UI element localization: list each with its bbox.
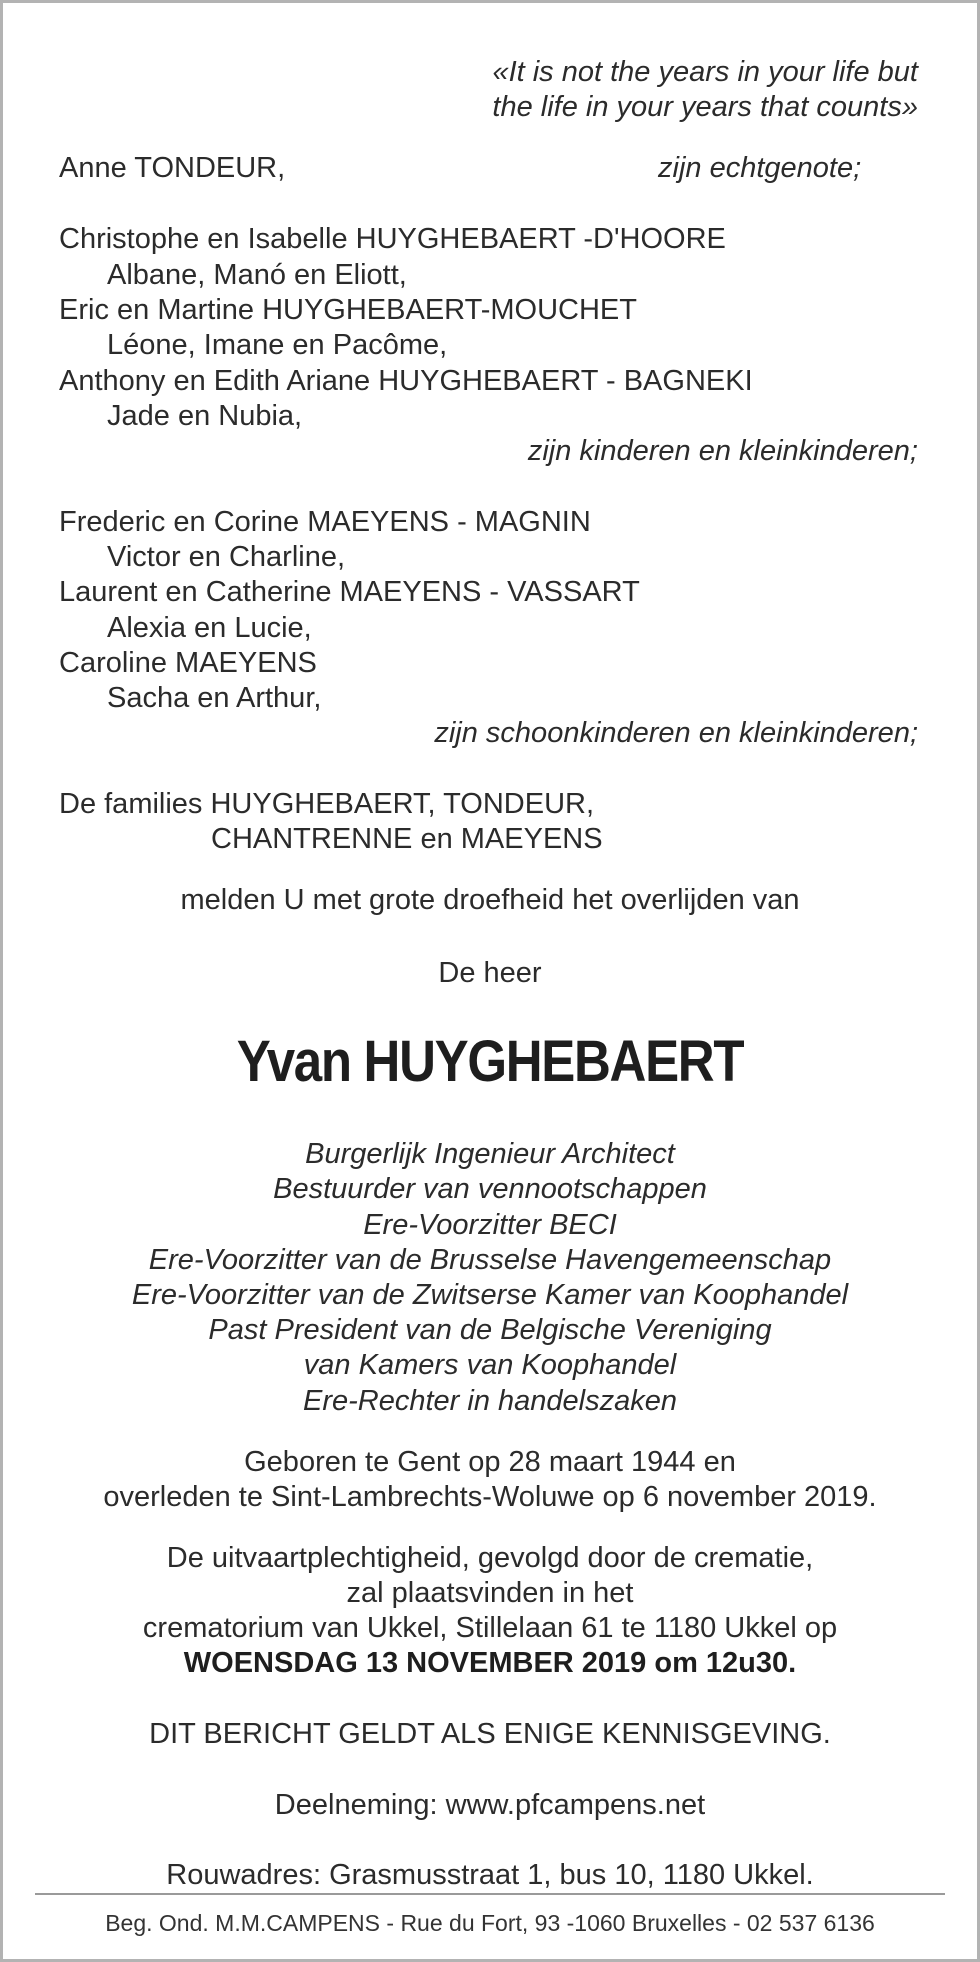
families-line-2: CHANTRENNE en MAEYENS bbox=[211, 823, 603, 855]
grandchild-line: Alexia en Lucie, bbox=[107, 612, 312, 644]
deceased-name: Yvan HUYGHEBAERT bbox=[236, 1029, 744, 1094]
footer-divider bbox=[35, 1893, 945, 1895]
title-line: Ere-Rechter in handelszaken bbox=[303, 1385, 677, 1417]
title-line: Ere-Voorzitter van de Zwitserse Kamer van Koophandel bbox=[131, 1279, 849, 1311]
grandchild-line: Sacha en Arthur, bbox=[107, 682, 322, 714]
title-line: Burgerlijk Ingenieur Architect bbox=[305, 1138, 675, 1170]
in-law-line: Caroline MAEYENS bbox=[59, 647, 317, 679]
grandchild-line: Albane, Manó en Eliott, bbox=[107, 259, 407, 291]
notice: DIT BERICHT GELDT ALS ENIGE KENNISGEVING. bbox=[149, 1718, 831, 1750]
grandchild-line: Léone, Imane en Pacôme, bbox=[107, 329, 448, 361]
title-line: Ere-Voorzitter van de Brusselse Havengemeenschap bbox=[148, 1244, 832, 1276]
funeral-home-footer: Beg. Ond. M.M.CAMPENS - Rue du Fort, 93 -1060 Bruxelles - 02 537 6136 bbox=[105, 1910, 875, 1936]
mourning-address: Rouwadres: Grasmusstraat 1, bus 10, 1180 Ukkel. bbox=[166, 1859, 814, 1891]
families-line-1: De families HUYGHEBAERT, TONDEUR, bbox=[59, 788, 595, 820]
child-line: Anthony en Edith Ariane HUYGHEBAERT - BAGNEKI bbox=[59, 365, 753, 397]
title-line: Ere-Voorzitter BECI bbox=[363, 1209, 617, 1241]
in-law-line: Laurent en Catherine MAEYENS - VASSART bbox=[59, 576, 640, 608]
quote-line-1: «It is not the years in your life but bbox=[492, 56, 918, 88]
child-line: Eric en Martine HUYGHEBAERT-MOUCHET bbox=[59, 294, 637, 326]
in-laws-relation: zijn schoonkinderen en kleinkinderen; bbox=[434, 717, 918, 749]
grandchild-line: Jade en Nubia, bbox=[107, 400, 303, 432]
child-line: Christophe en Isabelle HUYGHEBAERT -D'HOORE bbox=[59, 223, 726, 255]
spouse-name: Anne TONDEUR, bbox=[59, 152, 286, 184]
honorific: De heer bbox=[438, 957, 542, 989]
ceremony-line-2: zal plaatsvinden in het bbox=[346, 1577, 634, 1609]
birth-line: Geboren te Gent op 28 maart 1944 en bbox=[244, 1446, 736, 1478]
grandchild-line: Victor en Charline, bbox=[107, 541, 346, 573]
announcement: melden U met grote droefheid het overlijden van bbox=[180, 884, 800, 916]
ceremony-date: WOENSDAG 13 NOVEMBER 2019 om 12u30. bbox=[183, 1647, 797, 1679]
death-line: overleden te Sint-Lambrechts-Woluwe op 6 november 2019. bbox=[103, 1481, 877, 1513]
children-relation: zijn kinderen en kleinkinderen; bbox=[527, 435, 918, 467]
quote-line-2: the life in your years that counts» bbox=[492, 91, 918, 123]
title-line: van Kamers van Koophandel bbox=[303, 1349, 677, 1381]
in-law-line: Frederic en Corine MAEYENS - MAGNIN bbox=[59, 506, 591, 538]
ceremony-line-3: crematorium van Ukkel, Stillelaan 61 te 1180 Ukkel op bbox=[142, 1612, 838, 1644]
condolence-website: Deelneming: www.pfcampens.net bbox=[274, 1789, 706, 1821]
spouse-relation: zijn echtgenote; bbox=[658, 152, 862, 184]
title-line: Past President van de Belgische Vereniging bbox=[208, 1314, 772, 1346]
title-line: Bestuurder van vennootschappen bbox=[273, 1173, 707, 1205]
ceremony-line-1: De uitvaartplechtigheid, gevolgd door de crematie, bbox=[166, 1542, 814, 1574]
